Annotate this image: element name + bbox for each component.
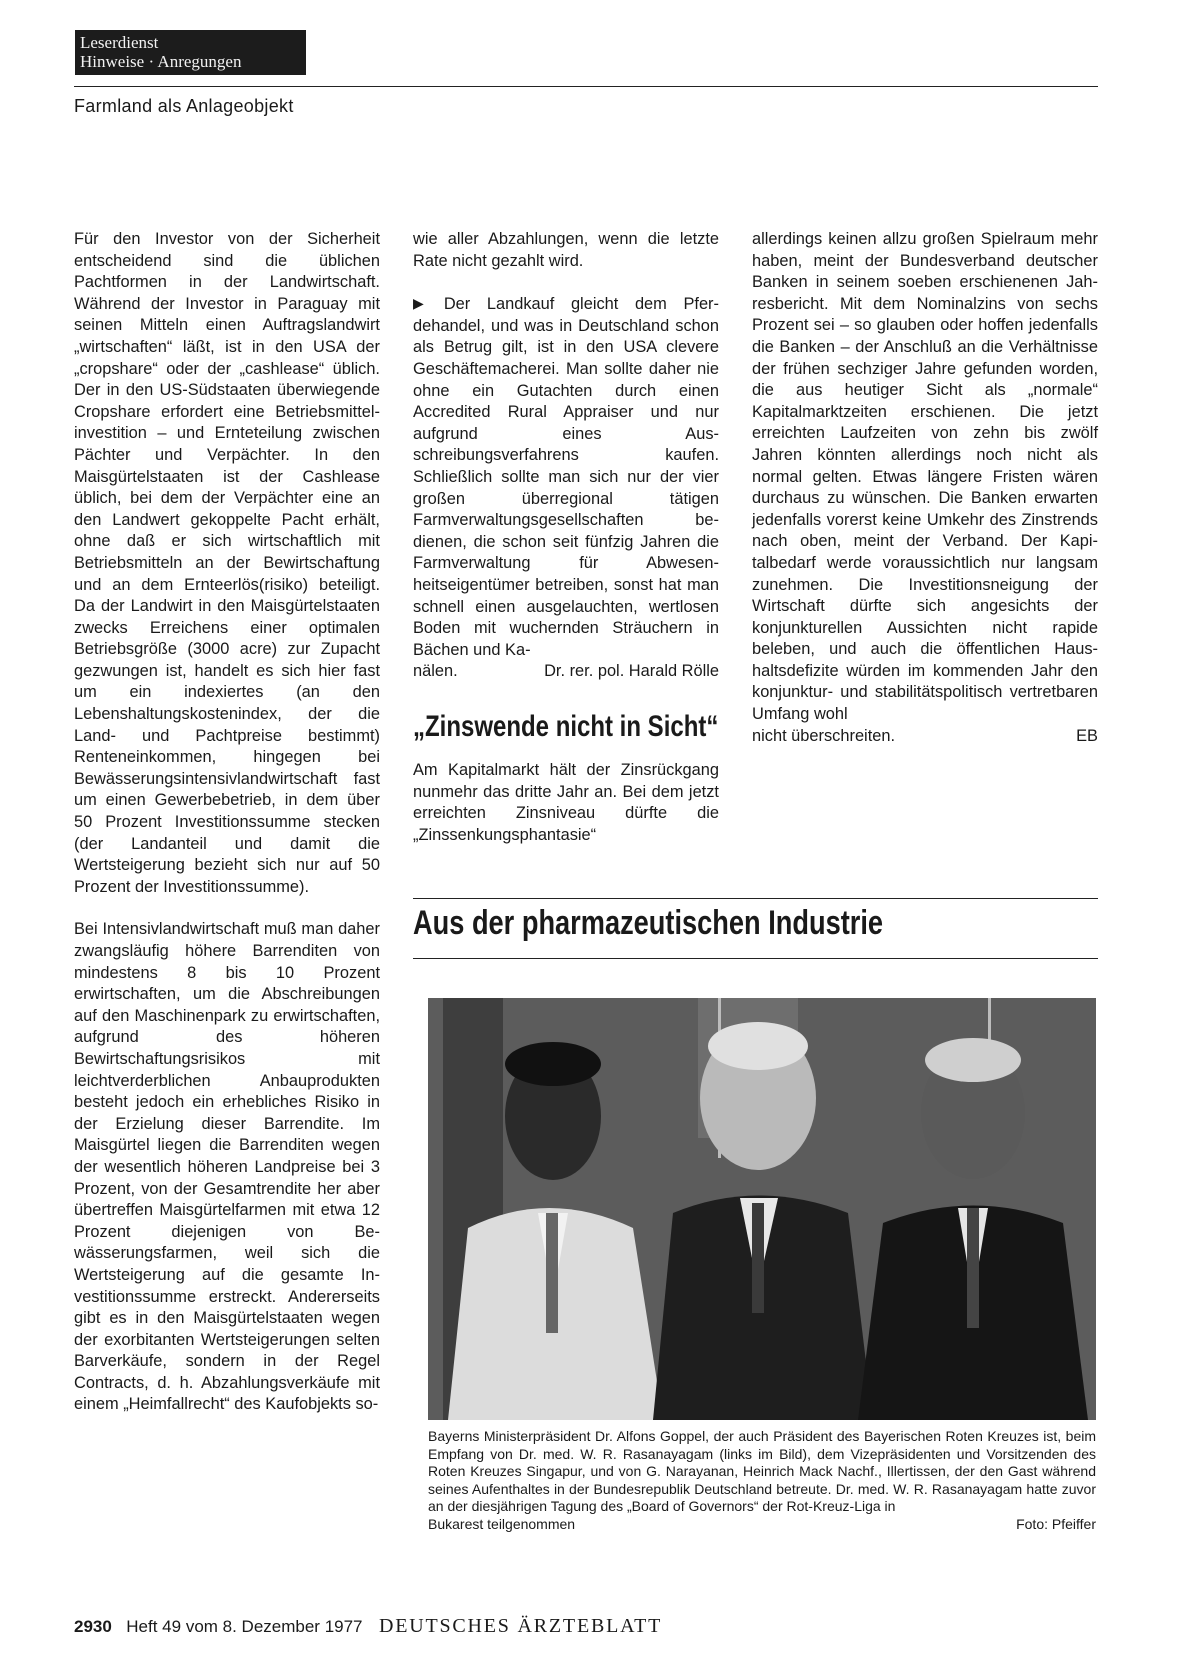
header-rule: [74, 86, 1098, 87]
author-line: [413, 661, 719, 683]
photo-illustration: [428, 998, 1096, 1420]
zinswende-text-col3: allerdings keinen allzu großen Spielraum mehr haben, meint der Bundesverband deutscher Banken in seinem soeben erschienenen Jahresbericht. Mit dem Nominalzins von sechs Prozent sei – so glauben oder hoffen jedenfalls die Banken – der Anschluß an die Verhältnisse der frühen sechziger Jahre gefunden worden, die aus heutiger Sicht als „normale“ Kapitalmarktzeiten erschienen. Die jetzt erreichten Laufzeiten von zehn bis zwölf Jahren könnten allerdings noch nicht als normal gelten. Etwas längere Fristen wären durchaus zu wünschen. Die Banken erwarten jedenfalls vorerst keine Umkehr des Zinstrends nach oben, meint der Verband. Der Kapitalbedarf werde voraussichtlich nur langsam zunehmen. Die Investitionsneigung der Wirtschaft dürfte sich angesichts der konjunkturellen Aussichten nicht rapide beleben, und auch die öffentlichen Haushaltsdefizite würden im kommenden Jahr den konjunktur- und stabilitätspolitisch vertretbaren Umfang wohl: [752, 230, 1098, 724]
pharma-headline: Aus der pharmazeutischen Industrie: [413, 904, 884, 942]
zinswende-intro: [413, 760, 719, 846]
col1-paragraph-2: Bei Intensivlandwirtschaft muß man daher zwangsläufig höhere Barrenditen von mindestens 8 bis 10 Prozent erwirtschaften, um die Abschreibungen auf den Maschinenpark zu erwirtschaften, aufgrund des höheren Bewirtschaftungsrisikos mit leichtverderblichen Anbauprodukten besteht jedoch ein erhebliches Risiko in der Erzielung dieser Barrendite. Im Maisgürtel liegen die Barrenditen wegen der wesentlich höheren Landpreise bei 3 Prozent, von der Gesamtrendite her aber übertreffen Maisgürtelfarmen mit etwa 12 Prozent diejenigen von Bewässerungsfarmen, weil sich die Wertsteigerung auf die gesamte Investitionssumme erstreckt. Andererseits gibt es in den Maisgürtelstaaten wegen der exorbitanten Wertsteigerungen selten Barverkäufe, sondern in der Regel Contracts, d. h. Abzahlungsverkäufe mit einem „Heimfallrecht“ des Kaufobjekts so-: [74, 920, 380, 1414]
zinswende-headline: „Zinswende nicht in Sicht“: [413, 710, 719, 743]
zinswende-end-line: [752, 726, 1098, 748]
col2-paragraph-2-text: Der Landkauf gleicht dem Pferdehandel, und was in Deutschland schon als Betrug gilt, ist in den USA clevere Geschäftemacherei. Man sollte daher nie ohne ein Gutachten durch einen Accredited Rural Appraiser und nur aufgrund eines Ausschreibungsverfahrens kaufen. Schließlich sollte man sich nur der vier großen überregional tätigen Farmverwaltungsgesellschaften bedienen, die schon seit fünfzig Jahren die Farmverwaltung für Abwesenheitseigentümer betreiben, sonst hat man schnell einen ausgelauchten, wertlosen Boden mit wuchernden Sträuchern in Bächen und Ka-: [413, 295, 719, 659]
journal-masthead: DEUTSCHES ÄRZTEBLATT: [378, 1615, 663, 1637]
col1-paragraph-1: Für den Investor von der Sicherheit entscheidend sind die üblichen Pachtformen in der Landwirtschaft. Während der Investor in Paraguay mit seinen Mitteln einen Auftragslandwirt „wirtschaften“ läßt, ist in den USA der „cropshare“ oder der „cashlease“ üblich. Der in den US-Südstaaten überwiegende Cropshare erfordert eine Betriebsmittelinvestition – und Ernteteilung zwischen Pächter und Verpächter. In den Maisgürtelstaaten ist der Cashlease üblich, bei dem der Verpächter eine an den Landwert gekoppelte Pacht erhält, ohne daß er sich wirtschaftlich mit Betriebsmitteln an der Bewirtschaftung und an dem Ernteerlös(risiko) beteiligt. Da der Landwirt in den Maisgürtelstaaten zwecks Erreichens einer optimalen Betriebsgröße (3000 acre) zur Zupacht gezwungen ist, handelt es sich hier fast um ein indexiertes (an den Lebenshaltungskostenindex, der die Land- und Pachtpreise bestimmt) Renteneinkommen, hingegen bei Bewässerungsintensivlandwirtschaft fast um einen Gewerbebetrieb, in dem über 50 Prozent Investitionssumme stecken (der Landanteil und damit die Wertsteigerung bezieht sich nur auf 50 Prozent der Investitionssumme).: [74, 230, 380, 896]
article-kicker: Farmland als Anlageobjekt: [74, 96, 294, 116]
section-label-line2: Hinweise · Anregungen: [80, 52, 242, 71]
zinswende-last-line: nicht überschreiten.: [752, 726, 896, 745]
column-2: [413, 229, 719, 683]
section-label-line1: Leserdienst: [80, 33, 159, 52]
column-1: [74, 229, 380, 1416]
arrow-bullet-icon: ▶: [413, 295, 436, 312]
section-badge: [75, 30, 306, 75]
col2-last-word: nälen.: [413, 662, 458, 681]
page-number: 2930: [74, 1617, 112, 1636]
photo-caption-text: Bayerns Ministerpräsident Dr. Alfons Goppel, der auch Präsident des Bayerischen Roten Kreuzes ist, beim Empfang von Dr. med. W. R. Rasanayagam (links im Bild), dem Vizepräsidenten und Vorsitzenden des Roten Kreuzes Singapur, und von G. Narayanan, Heinrich Mack Nachf., Illertissen, der den Gast während seines Aufenthaltes in der Bundesrepublik Deutschland betreute. Dr. med. W. R. Rasanayagam hatte zuvor an der diesjährigen Tagung des „Board of Governors“ der Rot-Kreuz-Liga in: [428, 1428, 1096, 1515]
pharma-bottom-rule: [413, 958, 1098, 959]
pharma-top-rule: [413, 898, 1098, 899]
group-photo: [428, 998, 1096, 1420]
issue-info: Heft 49 vom 8. Dezember 1977: [126, 1617, 363, 1636]
zinswende-text-col2: Am Kapitalmarkt hält der Zinsrückgang nunmehr das dritte Jahr an. Bei dem jetzt erreichten Zinsniveau dürfte die „Zinssenkungsphantasie“: [413, 761, 719, 844]
col2-paragraph-1: wie aller Abzahlungen, wenn die letzte Rate nicht gezahlt wird.: [413, 230, 719, 270]
col2-paragraph-2: [413, 293, 719, 661]
photo-credit: Foto: Pfeiffer: [1016, 1515, 1096, 1532]
author-signature: Dr. rer. pol. Harald Rölle: [544, 662, 719, 681]
photo-caption: [428, 1428, 1096, 1534]
column-3: [752, 229, 1098, 747]
zinswende-signature: EB: [1076, 726, 1098, 745]
page-footer: [74, 1615, 662, 1638]
caption-end-line: [428, 1516, 1096, 1534]
photo-caption-last: Bukarest teilgenommen: [428, 1515, 576, 1532]
